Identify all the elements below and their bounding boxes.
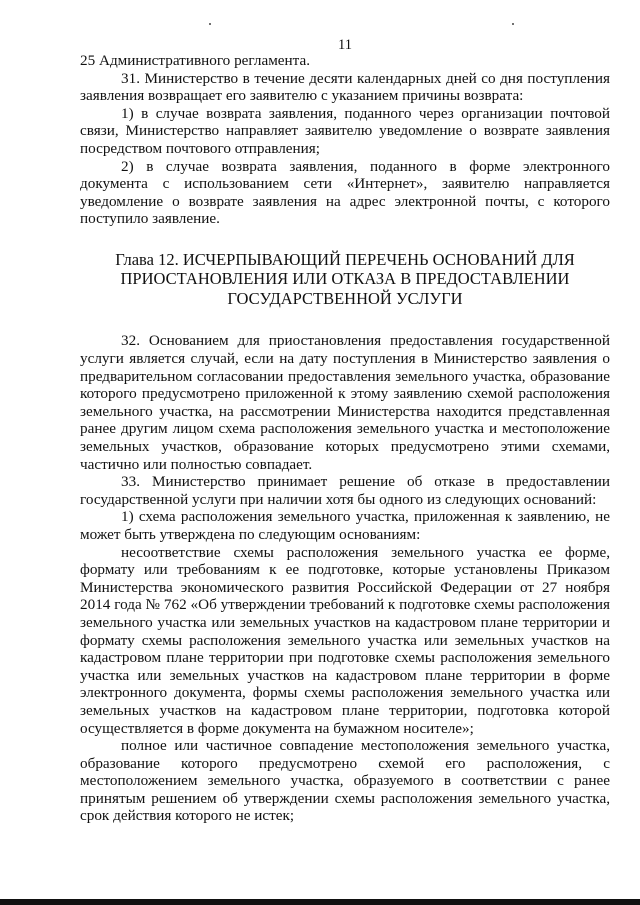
paragraph: несоответствие схемы расположения земельного участка ее форме, формату или требованиям к ее подготовке, которые установлены Приказом Министерства экономического развития Российской Федерации от 27 ноября 2014 года № 762 «Об утверждении требований к подготовке схемы расположения земельного участка или земельных участков на кадастровом плане территории и формату схемы расположения земельного участка или земельных участков на кадастровом плане территории при подготовке схемы расположения земельного участка или земельных участков на кадастровом плане территории в форме электронного документа, формы схемы расположения земельного участка или земельных участков на кадастровом плане территории, подготовка которой осуществляется в форме документа на бумажном носителе»;: [80, 543, 610, 737]
paragraph: 32. Основанием для приостановления предоставления государственной услуги является случай, если на дату поступления в Министерство заявления о предварительном согласовании предоставления земельного участка, образование которого предусмотрено приложенной к этому заявлению схемой расположения земельного участка, на рассмотрении Министерства находится представленная ранее другим лицом схема расположения земельного участка и местоположение земельных участков, образование которых предусмотрено этими схемами, частично или полностью совпадает.: [80, 332, 610, 473]
document-body: [80, 52, 610, 825]
chapter-title: Глава 12. ИСЧЕРПЫВАЮЩИЙ ПЕРЕЧЕНЬ ОСНОВАНИЙ ДЛЯ ПРИОСТАНОВЛЕНИЯ ИЛИ ОТКАЗА В ПРЕДОСТАВЛЕНИИ ГОСУДАРСТВЕННОЙ УСЛУГИ: [115, 249, 575, 308]
paragraph: полное или частичное совпадение местоположения земельного участка, образование которого предусмотрено схемой его расположения, с местоположением земельного участка, образуемого в соответствии с ранее принятым решением об утверждении схемы расположения земельного участка, срок действия которого не истек;: [80, 737, 610, 825]
paragraph: 1) схема расположения земельного участка, приложенная к заявлению, не может быть утверждена по следующим основаниям:: [80, 508, 610, 543]
paragraph: 2) в случае возврата заявления, поданного в форме электронного документа с использованием сети «Интернет», заявителю направляется уведомление о возврате заявления на адрес электронной почты, с которого поступило заявление.: [80, 157, 610, 228]
paragraph: 25 Административного регламента.: [80, 52, 311, 69]
paragraph: 1) в случае возврата заявления, поданного через организации почтовой связи, Министерство направляет заявителю уведомление о возврате заявления посредством почтового отправления;: [80, 104, 610, 157]
page-number: 11: [338, 37, 352, 53]
paragraph: 33. Министерство принимает решение об отказе в предоставлении государственной услуги при наличии хотя бы одного из следующих оснований:: [80, 473, 610, 508]
scan-bottom-edge: [0, 899, 640, 905]
paragraph: 31. Министерство в течение десяти календарных дней со дня поступления заявления возвращает его заявителю с указанием причины возврата:: [80, 69, 610, 105]
document-page: [80, 0, 610, 905]
